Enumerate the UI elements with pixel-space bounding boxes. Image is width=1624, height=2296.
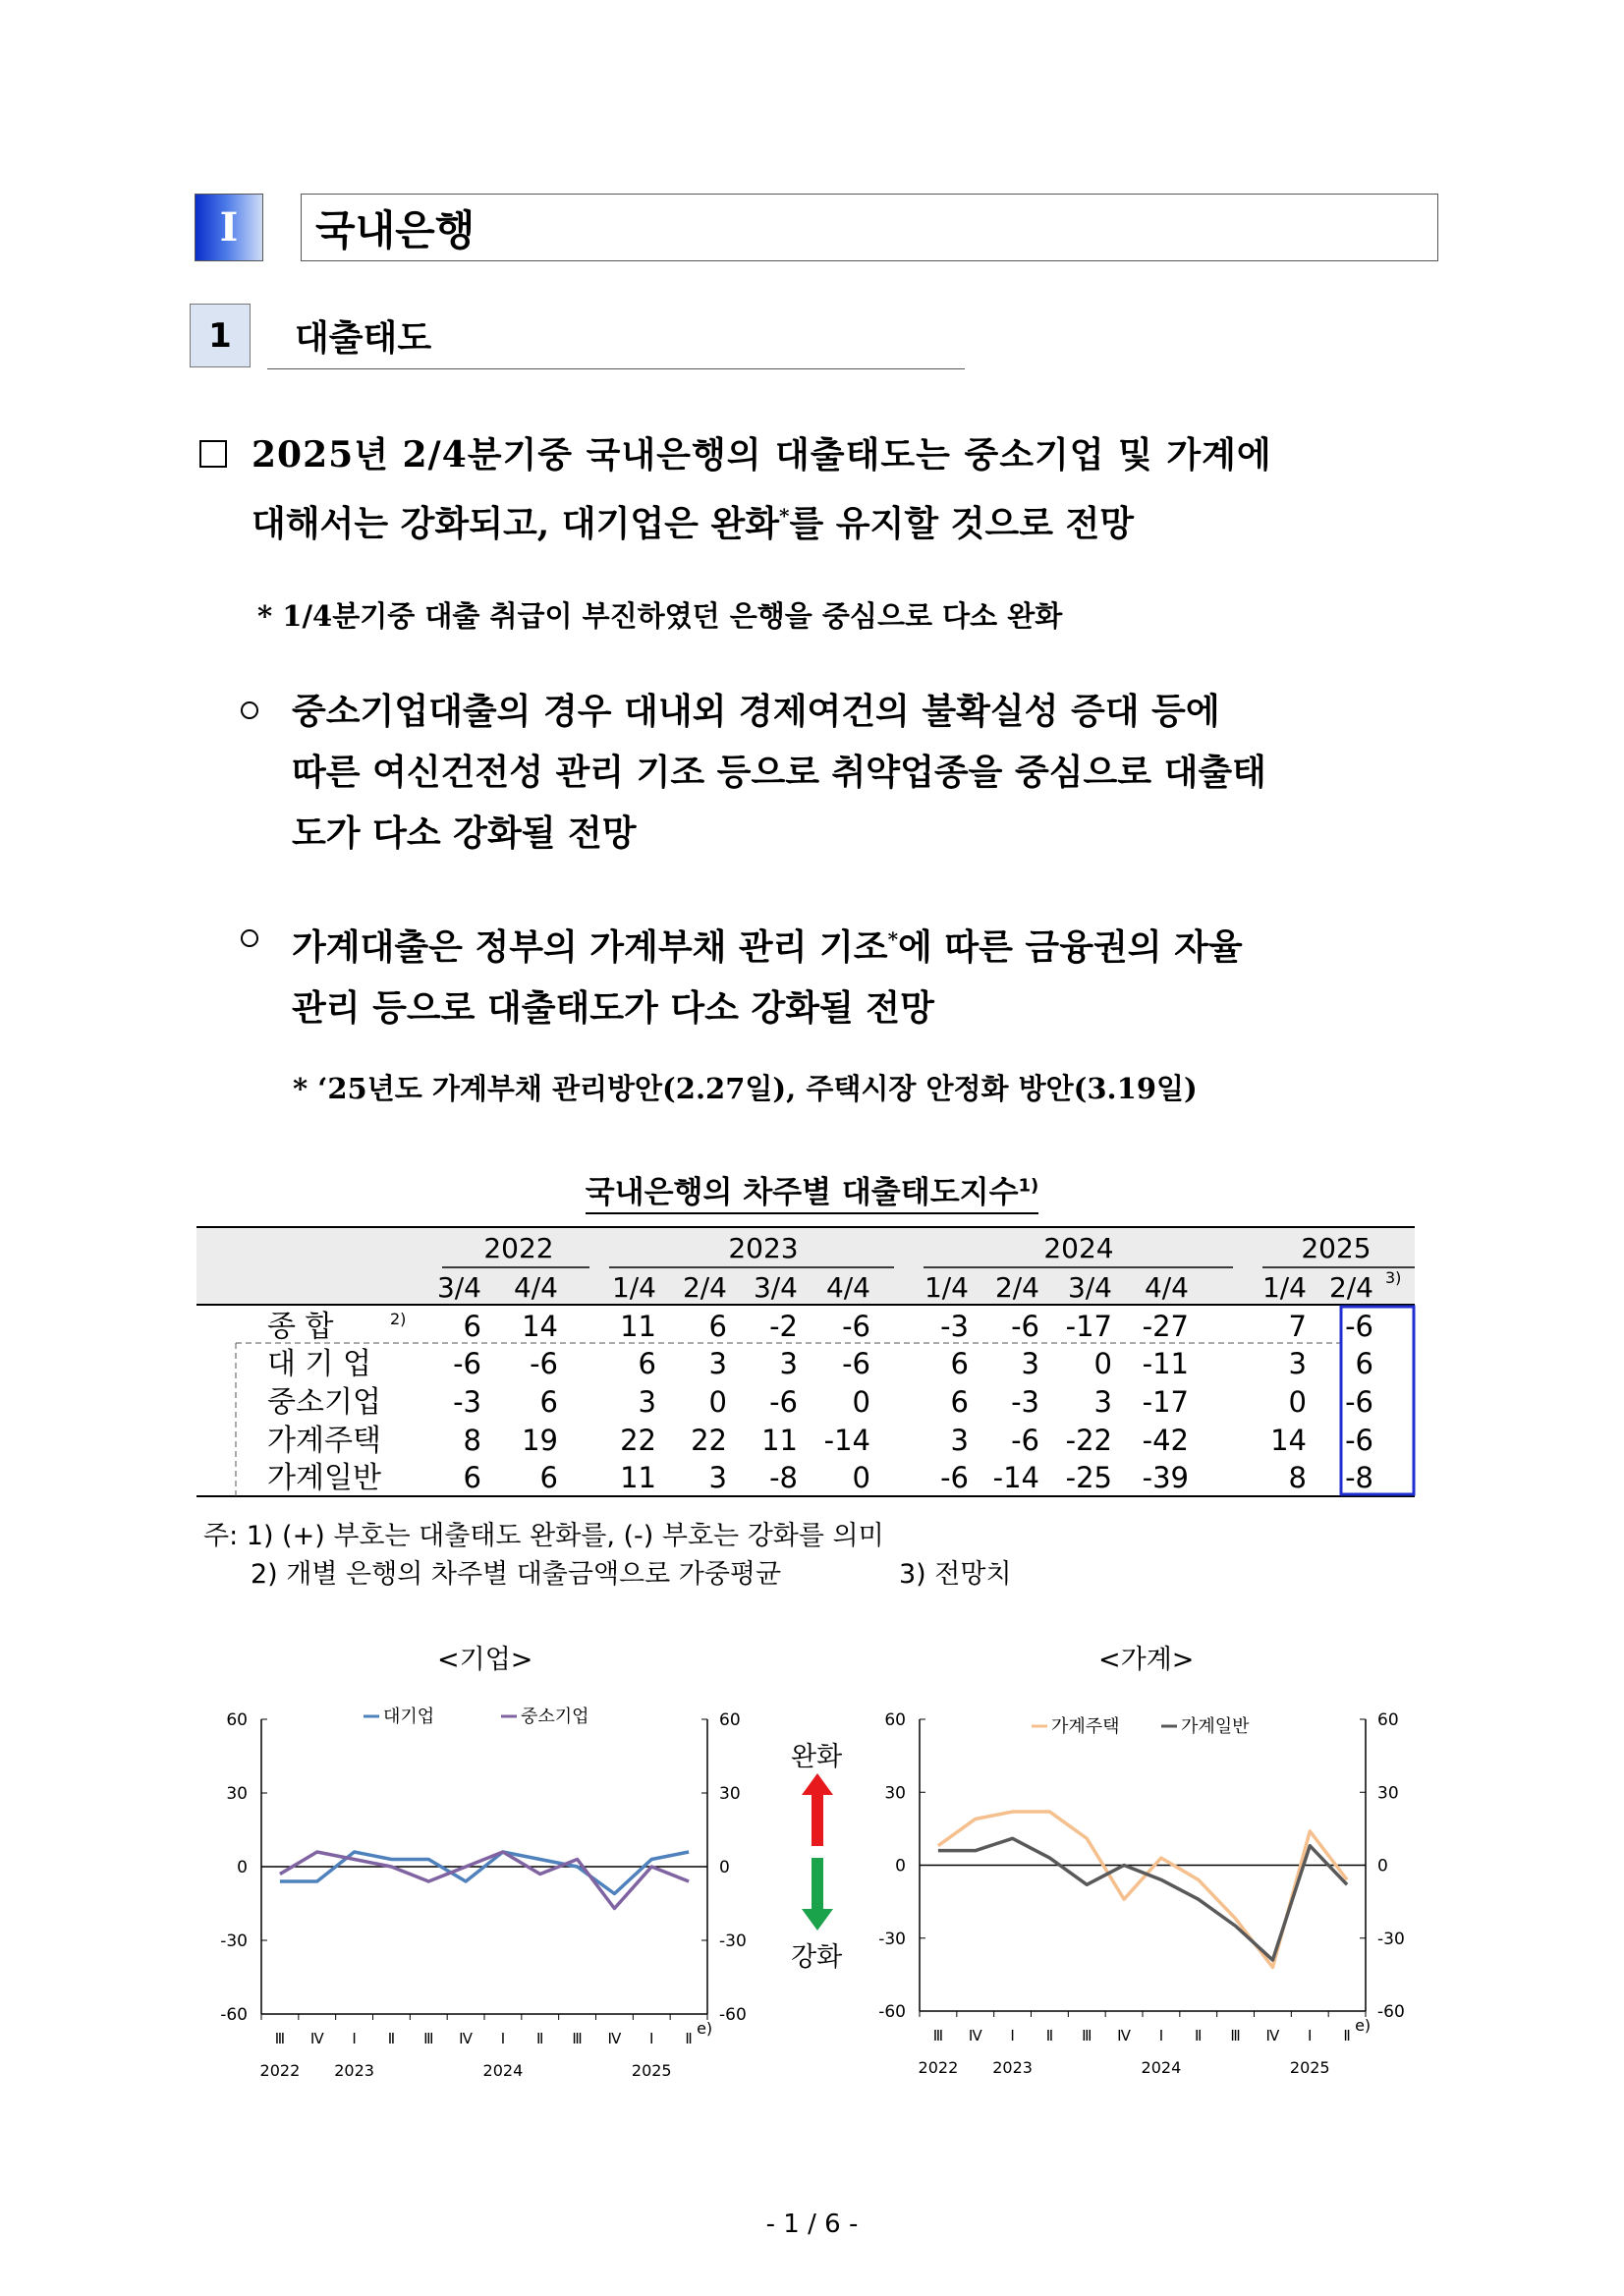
chart-series-line-가계일반 — [938, 1838, 1347, 1960]
chart-y-tick-label-right: 0 — [1377, 1856, 1388, 1876]
table-row-label: 중소기업 — [267, 1385, 381, 1420]
table-row — [267, 1310, 1373, 1344]
bullet1-line2: 따른 여신건전성 관리 기조 등으로 취약업종을 중심으로 대출태 — [292, 752, 1266, 793]
chart-x-tick-label: Ⅲ — [932, 2027, 944, 2044]
chart-x-tick-label: Ⅱ — [685, 2030, 693, 2047]
ease-tighten-arrows — [798, 1773, 837, 1931]
table-cell: 6 — [539, 1461, 558, 1494]
table-cell: 11 — [620, 1461, 656, 1494]
chart-x-tick-label: Ⅰ — [1308, 2027, 1313, 2044]
chart-x-tick-label: Ⅱ — [536, 2030, 544, 2047]
chart-y-tick-label-right: 30 — [719, 1784, 741, 1804]
table-cell: 6 — [463, 1461, 481, 1494]
table-cell: -42 — [1142, 1424, 1189, 1457]
chart-x-tick-label: Ⅲ — [1082, 2027, 1092, 2044]
chart-x-tick-label: Ⅱ — [1045, 2027, 1054, 2044]
chart-year-label: 2022 — [918, 2058, 959, 2077]
chart-year-label: 2022 — [259, 2061, 301, 2080]
chart-legend-label: 대기업 — [383, 1707, 435, 1727]
table-cell: 0 — [852, 1461, 870, 1494]
table-cell: -3 — [940, 1310, 969, 1343]
chart-corporate — [196, 1695, 747, 2088]
chart-y-tick-label: -30 — [220, 1932, 248, 1951]
table-cell: 3 — [1021, 1347, 1039, 1380]
bullet1-line1: 중소기업대출의 경우 대내외 경제여건의 불확실성 증대 등에 — [292, 691, 1220, 732]
arrow-label-up: 완화 — [791, 1742, 843, 1772]
chart-x-tick-label: Ⅱ — [1195, 2027, 1203, 2044]
table-quarter-header: 3/4 — [436, 1271, 481, 1304]
bullet2-line1-a: 가계대출은 정부의 가계부채 관리 기조 — [292, 926, 888, 968]
table-cell: -14 — [823, 1424, 870, 1457]
chart-y-tick-label-right: -30 — [719, 1932, 747, 1951]
table-cell: -6 — [769, 1385, 798, 1419]
table-quarter-header: 2/4 — [994, 1271, 1039, 1304]
table-year-2025: 2025 — [1301, 1232, 1372, 1264]
table-cell: 6 — [463, 1310, 481, 1343]
table-cell: 7 — [1288, 1310, 1307, 1343]
chart-legend-label: 가계일반 — [1181, 1716, 1250, 1737]
table-cell: 3 — [779, 1347, 798, 1380]
table-title — [0, 1167, 1624, 1211]
table-row-label: 종 합 — [267, 1310, 334, 1344]
table-cell: -3 — [453, 1385, 481, 1419]
table-cell: -6 — [842, 1347, 870, 1380]
chart2-title: <가계> — [1098, 1645, 1195, 1675]
table-title-text: 국내은행의 차주별 대출태도지수 — [586, 1175, 1019, 1214]
table-row-label-sup: 2) — [390, 1310, 407, 1328]
main-para-sup: * — [779, 504, 790, 528]
chart-x-tick-label: Ⅲ — [1230, 2027, 1241, 2044]
table-cell: 3 — [708, 1347, 727, 1380]
main-para-line2-b: 를 유지할 것으로 전망 — [789, 503, 1135, 544]
chart-y-tick-label-right: -30 — [1377, 1929, 1405, 1949]
table-cell: 0 — [1288, 1385, 1307, 1419]
chart-y-tick-label: 0 — [895, 1856, 906, 1876]
chart-y-tick-label: -30 — [878, 1929, 906, 1949]
chart-household — [855, 1695, 1434, 2088]
arrow-label-down: 강화 — [791, 1942, 843, 1973]
bullet1-paragraph — [292, 681, 1431, 864]
table-cell: -6 — [1345, 1310, 1373, 1343]
table-cell: -11 — [1142, 1347, 1189, 1380]
chart-year-label: 2025 — [1289, 2058, 1330, 2077]
chart-year-label: 2024 — [482, 2061, 524, 2080]
chart-y-tick-label: -60 — [878, 2002, 906, 2022]
table-cell: 3 — [1093, 1385, 1112, 1419]
table-row — [267, 1347, 1373, 1381]
table-cell: -6 — [1345, 1424, 1373, 1457]
chart-year-label: 2023 — [334, 2061, 374, 2080]
main-paragraph — [252, 424, 1430, 554]
table-cell: 6 — [950, 1385, 969, 1419]
chart-legend-label: 중소기업 — [521, 1707, 589, 1727]
table-cell: -17 — [1065, 1310, 1112, 1343]
main-para-line2-a: 대해서는 강화되고, 대기업은 완화 — [252, 503, 779, 544]
subsection-title: 대출태도 — [295, 318, 432, 359]
bullet2-paragraph — [292, 909, 1431, 1038]
table-row-label: 가계주택 — [267, 1424, 381, 1458]
up-arrow-icon — [802, 1773, 833, 1846]
table-quarter-header: 3/4 — [1067, 1271, 1112, 1304]
table-cell: -8 — [769, 1461, 798, 1494]
chart-x-tick-label: Ⅳ — [1117, 2027, 1132, 2044]
table-row-label: 가계일반 — [267, 1461, 381, 1495]
table-year-2024: 2024 — [1043, 1232, 1114, 1264]
table-footnote-3: 3) 전망치 — [899, 1559, 1012, 1590]
table-cell: 22 — [620, 1424, 656, 1457]
table-cell: 6 — [1355, 1347, 1373, 1380]
chart-y-tick-label-right: 60 — [1377, 1710, 1399, 1730]
table-quarter-header: 1/4 — [1261, 1271, 1307, 1304]
section-title: 국내은행 — [301, 194, 1438, 261]
table-cell: 6 — [539, 1385, 558, 1419]
chart-x-tick-label: Ⅳ — [309, 2030, 324, 2047]
table-cell: 3 — [708, 1461, 727, 1494]
chart-y-tick-label: 60 — [884, 1710, 906, 1730]
table-cell: -6 — [1011, 1424, 1039, 1457]
chart-x-tick-sup: e) — [1355, 2016, 1372, 2035]
table-cell: 14 — [522, 1310, 558, 1343]
bullet2-line2: 관리 등으로 대출태도가 다소 강화될 전망 — [292, 987, 934, 1029]
main-para-line2 — [252, 485, 1430, 554]
table-row — [267, 1461, 1373, 1495]
table-title-sup: 1) — [1018, 1175, 1039, 1197]
table-cell: 3 — [950, 1424, 969, 1457]
chart-x-tick-label: Ⅲ — [572, 2030, 583, 2047]
chart-x-tick-label: Ⅱ — [387, 2030, 396, 2047]
chart-y-tick-label-right: 30 — [1377, 1783, 1399, 1804]
table-cell: 14 — [1270, 1424, 1307, 1457]
bullet2-note: * ‘25년도 가계부채 관리방안(2.27일), 주택시장 안정화 방안(3.19일) — [293, 1072, 1198, 1105]
table-cell: 22 — [691, 1424, 727, 1457]
chart-y-tick-label-right: -60 — [719, 2005, 747, 2025]
table-quarter-header: 3/4 — [753, 1271, 798, 1304]
table-cell: 3 — [1288, 1347, 1307, 1380]
table-row-label: 대 기 업 — [267, 1347, 372, 1381]
table-cell: 6 — [638, 1347, 656, 1380]
chart-y-tick-label: -60 — [220, 2005, 248, 2025]
chart-y-tick-label-right: 0 — [719, 1858, 730, 1877]
table-cell: -25 — [1065, 1461, 1112, 1494]
table-cell: -6 — [842, 1310, 870, 1343]
chart-x-tick-label: Ⅰ — [352, 2030, 357, 2047]
section-number: I — [195, 194, 263, 261]
table-cell: -27 — [1142, 1310, 1189, 1343]
chart1-title: <기업> — [437, 1645, 533, 1675]
chart-y-tick-label: 60 — [226, 1710, 248, 1730]
circle-bullet-icon — [241, 929, 258, 947]
chart-legend-label: 가계주택 — [1051, 1716, 1120, 1737]
chart-y-tick-label: 30 — [226, 1784, 248, 1804]
chart-year-label: 2023 — [992, 2058, 1033, 2077]
table-cell: -6 — [1345, 1385, 1373, 1419]
chart-x-tick-label: Ⅰ — [1158, 2027, 1164, 2044]
chart-x-tick-label: Ⅲ — [423, 2030, 434, 2047]
circle-bullet-icon — [241, 701, 258, 719]
down-arrow-icon — [802, 1858, 833, 1931]
table-cell: 0 — [1093, 1347, 1112, 1380]
chart-y-tick-label-right: 60 — [719, 1710, 741, 1730]
chart-year-label: 2024 — [1141, 2058, 1182, 2077]
chart-x-tick-label: Ⅳ — [968, 2027, 982, 2044]
main-para-line1: 2025년 2/4분기중 국내은행의 대출태도는 중소기업 및 가계에 — [252, 434, 1272, 476]
table-cell: 6 — [950, 1347, 969, 1380]
table-quarter-sup: 3) — [1385, 1268, 1402, 1287]
chart-y-tick-label: 30 — [884, 1783, 906, 1804]
chart-x-tick-label: Ⅳ — [1265, 2027, 1280, 2044]
table-quarter-header: 4/4 — [825, 1271, 870, 1304]
bullet2-sup: * — [887, 927, 899, 951]
table-cell: -17 — [1142, 1385, 1189, 1419]
table-year-2022: 2022 — [483, 1232, 554, 1264]
table-cell: 8 — [463, 1424, 481, 1457]
table-cell: 0 — [708, 1385, 727, 1419]
chart-x-tick-label: Ⅰ — [1010, 2027, 1015, 2044]
table-header-bg — [196, 1226, 1415, 1305]
chart-year-label: 2025 — [631, 2061, 672, 2080]
table-cell: -14 — [992, 1461, 1039, 1494]
table-cell: -8 — [1345, 1461, 1373, 1494]
table-cell: -6 — [1011, 1310, 1039, 1343]
table-cell: -22 — [1065, 1424, 1112, 1457]
table-footnote-2: 2) 개별 은행의 차주별 대출금액으로 가중평균 — [251, 1559, 782, 1590]
table-cell: -39 — [1142, 1461, 1189, 1494]
table-cell: 11 — [761, 1424, 798, 1457]
table-row — [267, 1424, 1373, 1458]
chart-y-tick-label: 0 — [237, 1858, 248, 1877]
table-cell: -6 — [530, 1347, 558, 1380]
page-number: - 1 / 6 - — [765, 2210, 859, 2239]
table-cell: 6 — [708, 1310, 727, 1343]
subsection-underline — [267, 368, 965, 369]
chart-x-tick-label: Ⅰ — [649, 2030, 654, 2047]
table-cell: 19 — [522, 1424, 558, 1457]
table-cell: 8 — [1288, 1461, 1307, 1494]
table-footnote-1: 주: 1) (+) 부호는 대출태도 완화를, (-) 부호는 강화를 의미 — [203, 1521, 884, 1551]
table-quarter-header: 1/4 — [924, 1271, 969, 1304]
table-year-2023: 2023 — [728, 1232, 799, 1264]
table-cell: -6 — [940, 1461, 969, 1494]
table-quarter-header: 4/4 — [1144, 1271, 1189, 1304]
table-body — [267, 1310, 1373, 1495]
chart-x-tick-label: Ⅳ — [607, 2030, 622, 2047]
chart-y-tick-label-right: -60 — [1377, 2002, 1405, 2022]
table-quarter-header: 2/4 — [682, 1271, 727, 1304]
chart-x-tick-label: Ⅱ — [1343, 2027, 1351, 2044]
table-quarter-header: 1/4 — [611, 1271, 656, 1304]
chart-x-tick-label: Ⅳ — [459, 2030, 474, 2047]
table-cell: -6 — [453, 1347, 481, 1380]
bullet2-line1 — [292, 909, 1431, 978]
table-quarter-header: 4/4 — [513, 1271, 558, 1304]
chart-series-line-가계주택 — [938, 1812, 1347, 1967]
checkbox-bullet-icon — [199, 440, 227, 468]
chart-x-tick-sup: e) — [697, 2019, 713, 2038]
table-row — [267, 1385, 1373, 1420]
bullet1-line3: 도가 다소 강화될 전망 — [292, 812, 637, 854]
chart-x-tick-label: Ⅰ — [500, 2030, 506, 2047]
subsection-number: 1 — [190, 304, 251, 367]
table-cell: -3 — [1011, 1385, 1039, 1419]
table-quarter-header: 2/4 — [1328, 1271, 1373, 1304]
table-cell: 0 — [852, 1385, 870, 1419]
chart-x-tick-label: Ⅲ — [274, 2030, 286, 2047]
bullet2-line1-b: 에 따른 금융권의 자율 — [898, 926, 1243, 968]
data-table — [196, 1226, 1425, 1506]
table-cell: 11 — [620, 1310, 656, 1343]
table-cell: -2 — [769, 1310, 798, 1343]
table-cell: 3 — [638, 1385, 656, 1419]
main-note: * 1/4분기중 대출 취급이 부진하였던 은행을 중심으로 다소 완화 — [257, 599, 1063, 633]
